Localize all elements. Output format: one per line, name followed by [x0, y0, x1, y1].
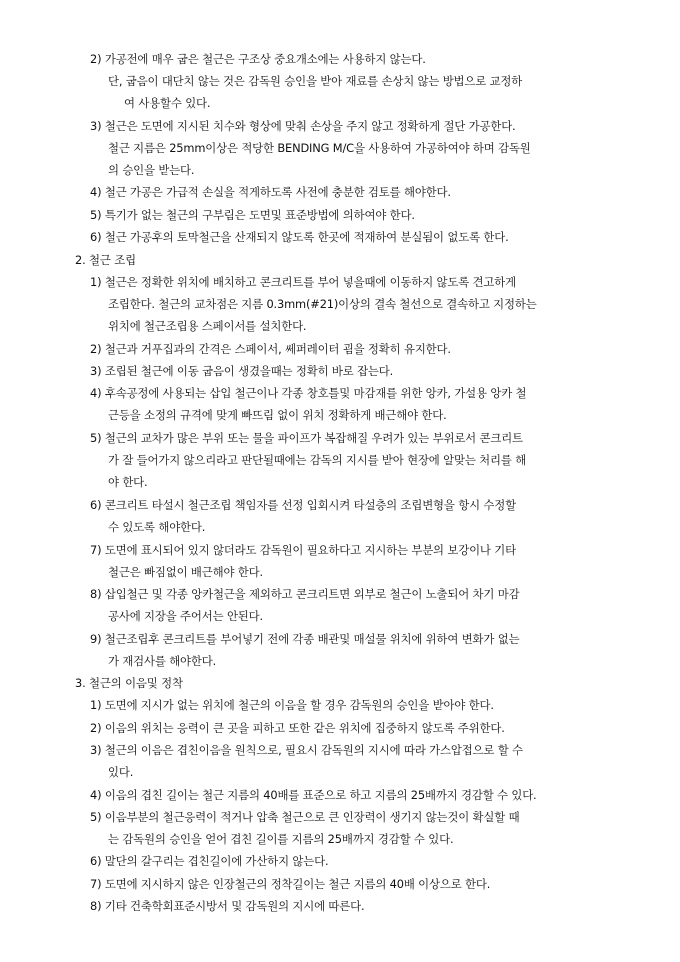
section-heading: 2. 철근 조립: [75, 253, 136, 267]
text-line: 야 한다.: [108, 475, 148, 489]
text-line: 3) 조립된 철근에 이동 굽음이 생겼을때는 정확히 바로 잡는다.: [90, 364, 394, 378]
text-line: 9) 철근조립후 콘크리트를 부어넣기 전에 각종 배관및 매설물 위치에 위하여 변화가 없는: [90, 632, 520, 646]
text-line: 5) 철근의 교차가 많은 부위 또는 물을 파이프가 복잡해질 우려가 있는 부위로서 콘크리트: [90, 431, 523, 445]
text-line: 4) 후속공정에 사용되는 삽입 철근이나 각종 창호틀및 마감재를 위한 앙카, 가설용 앙카 철: [90, 386, 527, 400]
text-line: 의 승인을 받는다.: [108, 163, 195, 177]
text-line: 1) 철근은 정확한 위치에 배치하고 콘크리트를 부어 넣을때에 이동하지 않도록 견고하게: [90, 275, 516, 289]
text-line: 6) 말단의 갈구리는 겹친길이에 가산하지 않는다.: [90, 854, 329, 868]
text-line: 있다.: [108, 765, 134, 779]
text-line: 근등을 소정의 규격에 맞게 빠뜨림 없이 위치 정확하게 배근해야 한다.: [108, 408, 447, 422]
text-line: 2) 이음의 위치는 응력이 큰 곳을 피하고 또한 같은 위치에 집중하지 않도록 주위한다.: [90, 721, 505, 735]
text-line: 8) 삽입철근 및 각종 앙카철근을 제외하고 콘크리트면 외부로 철근이 노출되어 차기 마감: [90, 587, 520, 601]
text-line: 공사에 지장을 주어서는 안된다.: [108, 609, 263, 623]
text-line: 5) 이음부분의 철근응력이 적거나 압축 철근으로 큰 인장력이 생기지 않는것이 확실할 때: [90, 810, 520, 824]
text-line: 수 있도록 해야한다.: [108, 520, 206, 534]
text-line: 5) 특기가 없는 철근의 구부림은 도면및 표준방법에 의하여야 한다.: [90, 208, 415, 222]
text-line: 철근 지름은 25mm이상은 적당한 BENDING M/C을 사용하여 가공하여야 하며 감독원: [108, 141, 531, 155]
text-line: 가 잘 들어가지 않으리라고 판단될때에는 감독의 지시를 받아 현장에 알맞는 처리를 해: [108, 453, 527, 467]
text-line: 여 사용할수 있다.: [124, 96, 211, 110]
text-line: 2) 철근과 거푸집과의 간격은 스페이서, 쎄퍼레이터 굄을 정확히 유지한다.: [90, 342, 451, 356]
text-line: 철근은 빠짐없이 배근해야 한다.: [108, 565, 263, 579]
text-line: 6) 콘크리트 타설시 철근조립 책임자를 선정 입회시켜 타설층의 조립변형을 항시 수정할: [90, 498, 516, 512]
section-heading: 3. 철근의 이음및 정착: [75, 676, 183, 690]
text-line: 3) 철근의 이음은 겹친이음을 원칙으로, 필요시 감독원의 지시에 따라 가스압접으로 할 수: [90, 743, 523, 757]
text-line: 1) 도면에 지시가 없는 위치에 철근의 이음을 할 경우 감독원의 승인을 받아야 한다.: [90, 698, 494, 712]
text-line: 7) 도면에 표시되어 있지 않더라도 감독원이 필요하다고 지시하는 부분의 보강이나 기타: [90, 543, 516, 557]
text-line: 3) 철근은 도면에 지시된 치수와 형상에 맞춰 손상을 주지 않고 정확하게 절단 가공한다.: [90, 119, 516, 133]
text-line: 4) 이음의 겹친 길이는 철근 지름의 40배를 표준으로 하고 지름의 25배까지 경감할 수 있다.: [90, 788, 537, 802]
text-line: 는 감독원의 승인을 얻어 겹친 길이를 지름의 25배까지 경감할 수 있다.: [108, 832, 454, 846]
text-line: 단, 굽음이 대단치 않는 것은 감독원 승인을 받아 재료를 손상치 않는 방법으로 교정하: [108, 74, 523, 88]
text-line: 위치에 철근조립용 스페이서를 설치한다.: [108, 319, 307, 333]
text-line: 4) 철근 가공은 가급적 손실을 적게하도록 사전에 충분한 검토를 해야한다.: [90, 185, 451, 199]
text-line: 6) 철근 가공후의 토막철근을 산재되지 않도록 한곳에 적재하여 분실됨이 없도록 한다.: [90, 230, 509, 244]
text-line: 조립한다. 철근의 교차점은 지름 0.3mm(#21)이상의 결속 철선으로 결속하고 지정하는: [108, 297, 537, 311]
text-line: 2) 가공전에 매우 굽은 철근은 구조상 중요개소에는 사용하지 않는다.: [90, 52, 426, 66]
text-line: 8) 기타 건축학회표준시방서 및 감독원의 지시에 따른다.: [90, 899, 365, 913]
text-line: 7) 도면에 지시하지 않은 인장철근의 정착길이는 철근 지름의 40배 이상으로 한다.: [90, 877, 491, 891]
text-line: 가 재검사를 해야한다.: [108, 654, 217, 668]
